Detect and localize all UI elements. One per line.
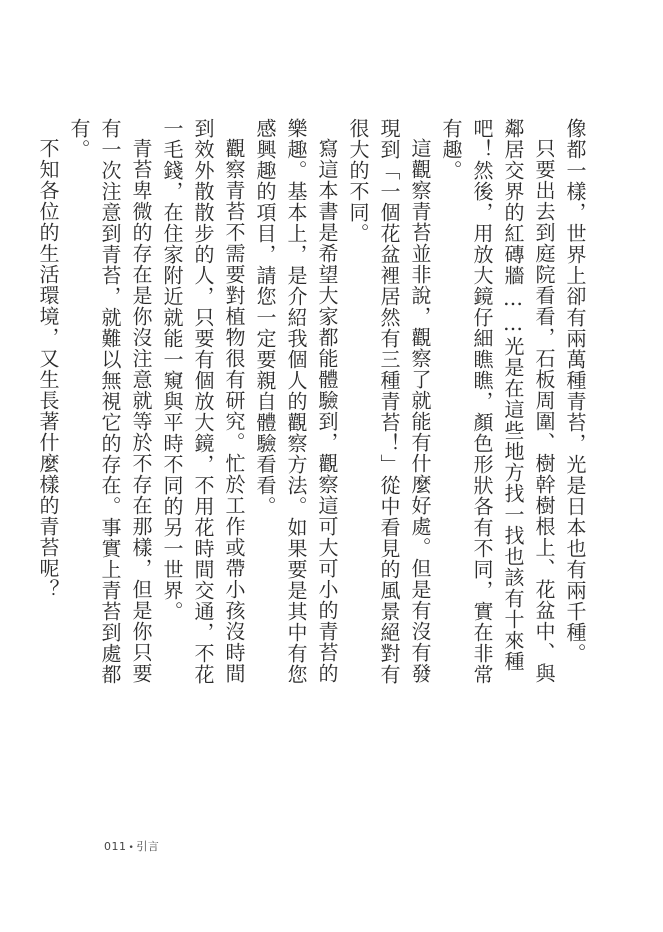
paragraph-4: 寫這本書是希望大家都能體驗到，觀察這可大可小的青苔的樂趣。基本上，是介紹我個人的觀察方法。如果要是其中有您感興趣的項目，請您一定要親自體驗看看。 <box>253 118 339 685</box>
footer-separator: • <box>128 843 135 853</box>
paragraph-2: 只要出去到庭院看看，石板周圍、樹幹樹根上、花盆中、與鄰居交界的紅磚牆……光是在這些地方找一找也該有十來種吧！然後，用放大鏡仔細瞧瞧，顏色形狀各有不同，實在非常有趣。 <box>439 118 556 685</box>
page-footer <box>104 838 159 854</box>
paragraph-6: 青苔卑微的存在是你沒注意就等於不存在那樣，但是你只要有一次注意到青苔，就難以無視它的存在。事實上青苔到處都有。 <box>67 118 153 685</box>
vertical-text-body <box>36 118 590 698</box>
paragraph-5: 觀察青苔不需要對植物很有研究。忙於工作或帶小孩沒時間到效外散散步的人，只要有個放大鏡，不用花時間交通，不花一毛錢，在住家附近就能一窺與平時不同的另一世界。 <box>160 118 246 685</box>
section-title: 引言 <box>136 840 160 853</box>
paragraph-1: 像都一樣，世界上卻有兩萬種青苔，光是日本也有兩千種。 <box>563 118 587 664</box>
page-number: 011 <box>104 840 127 853</box>
paragraph-3: 這觀察青苔並非說，觀察了就能有什麼好處。但是有沒有發現到「一個花盆裡居然有三種青苔！」從中看見的風景絕對有很大的不同。 <box>346 118 432 685</box>
paragraph-7: 不知各位的生活環境，又生長著什麼樣的青苔呢？ <box>36 138 60 600</box>
